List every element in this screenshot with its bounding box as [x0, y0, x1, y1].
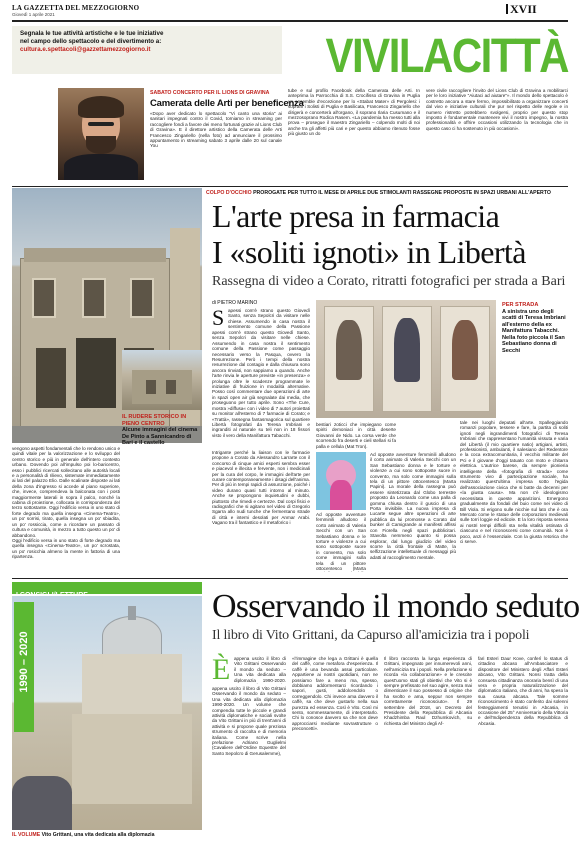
street-portrait-photo [316, 300, 496, 418]
san-sebastiano-photo [316, 452, 366, 510]
caption-storico-text: Alcune immagini del cinema De Pinto a Sannicandro di Bari e il castello [122, 427, 198, 446]
main-title-line2: I «soliti ignoti» in Libertà [212, 234, 526, 270]
main-title-line1: L'arte presa in farmacia [212, 198, 500, 234]
promo-email[interactable]: cultura.e.spettacoli@gazzettamezzogiorno.it [20, 46, 151, 53]
main-byline: di PIETRO MARINO [212, 300, 258, 306]
top-story-col1: «Dopo aver dedicato lo spettacolo "Vi canto una storia" ai sanitari impegnati contro il Covid, torniamo in streaming per raccogliere fondi a favore dei meno fortunati grazie al Lions Club di Gravina». E il direttore artistico della Camerata delle Arti Francesco Zingariello (nella foto) ad annunciare il prossimo appuntamento in streaming sabato 3 aprile dalle 20 sul canale You [150, 111, 282, 149]
second-col2: «l'immagine che lega a Grittani è quella del caffè, come metafora d'esperienza. Il caffè è una bevanda assai particolare. Appartiene ai nostri quotidiani, non ne possiamo fare a meno ma, spesso, dobbiamo addormentarci ricordando i sapori, gusti, addolcendolo o correggendolo. Chi invece ama davvero il caffè, sa che deve gustarlo nella sua purezza ed essenza. Così è Vito. Così mi sento, sommessamente, di interpretarlo. Chi lo conosce davvero sa che non deve approcciarsi mediante sovrastrutture o preconcetti». [292, 656, 378, 732]
main-col-c2-cont: Ad opposte avventure femminili alludono il corto animato di Valeria Secchi con un San Sebastiano donna e le torture e violenze a cui sono sottoposte suore in convento, ma solo come immagini sulla tela di un pittore ottocentesco (Marta [316, 512, 366, 572]
castle-photo [122, 350, 202, 410]
main-kicker-label: COLPO D'OCCHIO [206, 190, 252, 196]
caption-strada-title: PER STRADA [502, 302, 539, 308]
zingariello-photo [58, 88, 144, 180]
second-subtitle: Il libro di Vito Grittani, da Capurso all'amicizia tra i popoli [212, 628, 530, 643]
main-col-c: bestiari zoticci che impiegano come spiriti demoniaci in città deserte Giovanni de Nido. La corsa verde che scorrendo fra deserti e cieli stellari si fa palla e cellula (Mat Tron). [316, 422, 396, 449]
second-col3: Il libro racconta la lunga esperienza di Grittani, impegnato per innumerevoli anni, nell'amicizia tra i popoli. Nella prefazione si ricorda «la collaborazione» e le crescite quest'uomo stati gli obiettivi che Vito si è sempre prefissato nel suo agire, senza mai dimenticare il suo possesso di origine che ha svolto e ama, seppur non sempre correttamente riconosciuto». Il 29 settembre del 2018, un Decreto del Presidente della Repubblica di Abcasia Khadzhimba Raul Dzhumkovich, su richiesta del Ministro degli Af- [384, 656, 472, 726]
section-label-letture [12, 582, 202, 594]
second-dropcap: È [212, 653, 231, 686]
book-cover-photo [12, 596, 202, 830]
caption-volume [12, 832, 202, 838]
masthead-newspaper: LA GAZZETTA DEL MEZZOGIORNO [12, 4, 140, 12]
caption-strada-text: A sinistra uno degli scatti di Teresa Imbriani all'esterno della ex Manifattura Tabacchi. Nella foto piccola il San Sebastiano donna di Secchi [502, 308, 566, 354]
second-title: Osservando il mondo seduto [212, 588, 580, 625]
second-col4: fari Esteri Daur Kove, conferì lo status di cittadino abcaso all'Ambasciatore e dispositore del Ministero degli Affari Esteri abcaso, Vito Grittani. Nonsi tratta della consueta cittadinanza onoraria bensì di una vera e propria naturalizzazione del diplomatico italiano, che di anni, ha speso la sua causa abcasa. Tale somme riconoscimento è stato conferito dai solenni festeggiamenti tenutisi in Abcasia, in occasione del 25° Anniversario della Vittoria e dell'Indipendenza della Repubblica di Abcasia. [478, 656, 568, 726]
masthead-date: Giovedì 1 aprile 2021 [12, 12, 55, 17]
main-col-c2: Ad opposte avventure femminili alludono il corto animato di Valeria Secchi con un San Sebastiano donna e le torture e violenze a cui sono sottoposte suore in convento, ma solo come immagini sulla tela di un pittore ottocentesco (Marta Papini). La morale della rassegna può essere sintetizzata dal Globo terrestre proposto da Leonardo come una palla di gomma chiusa dentro il guscio di una Porta invisibile. La nuova impresa di Lucarte segue altre operazioni di arte pubblica da lui promosse a Corato dal bunker di Camigrande ai manifesti affissi con Fiorella negli spazi pubblicitari. Stavolta nemmeno quanto si possa esplorar, dal lungo giudizio del video scorre la città frontale di Matte, la selfizzazione intellettuale di messaggi più adatti al raccoglimento mentale. [370, 452, 456, 560]
top-story-col2: tube e sul profilo Facebook della Camerata delle Arti. In anteprima la Parrocchia di S.S. Crocifisso di Gravina in Puglia un ensemble d'eccezione per lo «Stabat Mater» di Pergolesi: i soprani i Solisti di Puglia e Basilicata, Francesco Zingariello che dirigerà e concerterà all'organo, il soprano Ilaria Cusumano e il mezzosoprano Rodica Rasem. «La pandemia ha messo tutti alla prova – prosegue il maestro Zingariello – colpendo molti di noi anche tra gli affetti più cari e per questo abbiamo ritenuto fosse più giusto un do [288, 88, 420, 137]
caption-strada [502, 302, 568, 354]
promo-box [12, 26, 282, 74]
section-title: VIVILACITTÀ [325, 28, 568, 83]
main-dropcap: S [212, 305, 225, 330]
top-story-col3: vere civile raccogliere l'invito del Lions Club di Gravina a mobilitarci per le loro iniziative "Aiutaci ad aiutare"». Il mondo dello spettacolo è costretto ancora a stare fermo, impossibilitato a organizzare concerti dal vivo e iniziative culturali che pur nel rispetto delle regole e in numero ristretto potrebbero svolgersi, proprio per questo stop imposto è fondamentale mantenere vivi il nostro impegno, la nostra professionalità e offrire occasioni utilizzando la tecnologia che in questo caso ci ha sostenuto in più occasioni». [426, 88, 568, 131]
top-story-title: Camerata delle Arti per beneficenza [150, 98, 304, 109]
promo-line1: Segnala le tue attività artistiche e le tue iniziative [20, 30, 164, 37]
main-subtitle: Rassegna di video a Corato, ritratti fotografici per strada a Bari [212, 274, 566, 289]
main-col-b: Intrigante perché la liaison con le farmacie propone a Corato da Alessandro Larrarte con il concorso di cinque amici esperti sembra esser e piacevol e illecita e fervente, non i medicinali per la cura del corpo, le immagini dell'arte per curare contemporaneamente i disagi dell'anima. Per di più in tempi rapidi di assunzione, poiché i video durano quasi tutti intorno al minuto. Anche se propongono inquietudini e dubbi, piuttosto che rimedi e certezze. Dal corpi fisici e radiografici che si agitano nel video di Gregorio Sgarra allo nudi tunche che fermentano strade di città e interni desolati per Anmar Arabi. Vagano tra il fantastico e il metaforico i [212, 450, 310, 526]
top-story-kicker: SABATO CONCERTO PER IL LIONS DI GRAVINA [150, 90, 270, 96]
main-kicker [206, 190, 551, 196]
main-kicker-text: PROROGATE PER TUTTO IL MESE DI APRILE DUE STIMOLANTI RASSEGNE PROPOSTE IN SPAZI URBANI ALL'APERTO [253, 190, 551, 196]
left-column-text: vengono aspetti fondamentali che lo rendono unico e quindi vitale per la valorizzazione e lo sviluppo del centro storico e più in generale dell'intero contesto urbano. Dovendo poi all'impulso poi lo-baricentro, esso i pubblici ricercati sollecitano alle autorità locali e a personalità di rilievo, sistemate immediatamente ai lati del palazzo Elio. Dalle scalinate disposte ai lati della zona d'ingresso si accede al piano superiore, che, invece, comprendeva la balconata con i posti maggiormente laterali in sopra il palco, nonché la cabina di proiezione, collocata in corrispondenza del terzo sottostante. Oggi l'edificio versa in uno stato di forte degrado ma quella insegna «Cinema-Teatro», un po' sorrisi, tirato, quella insegna un po' sbiadita, un po' rossiccia, come a ricordare un passato di cultura e comunità, in mezzo a tutto questo un po' di abbandono. [12, 446, 120, 538]
book-year-from: 1990 [18, 668, 30, 693]
page-number: XVII [506, 2, 537, 17]
main-col-a: apessi com'è strano questo Giovedì Santo, senza Sepolcri da visitare nelle chiese. Assumendo in casa nostra il sentimento comune della Passione [228, 308, 310, 330]
caption-storico-title: IL RUDERE STORICO IN PIENO CENTRO [122, 414, 187, 427]
caption-storico [122, 414, 202, 447]
promo-line2: nel campo dello spettacolo e del divertimento a: [20, 38, 162, 45]
second-col1: appena uscito il libro di Vito Grittani Osservando il mondo da seduto – Una vita dedicata alla diplomazia 1990-2020. [234, 656, 286, 683]
main-story-rule [12, 578, 568, 579]
left-column-text2: Oggi l'edificio versa in uno stato di forte degrado ma quella insegna «Cinema-Teatro», un po' scrostata, un po' rosicchia almeno la mente in fattoria di una ripartenza. [12, 538, 120, 560]
caption-volume-title: IL VOLUME [12, 832, 41, 838]
page-bar-icon [506, 4, 508, 14]
book-year-to: 2020 [18, 631, 30, 656]
main-col-a-cont: apessi com'è strano questo Giovedì Santo, senza Sepolcri da visitare nelle chiese. Assumendo in casa nostra il sentimento comune della Passione come passaggio necessario verso la Pasqua, ovvero la Resurrezione. Però i tempi della nostra resurrezione dal contagio e dalla chiusura sono ancora rinviati, non sappiamo a quando. Anche l'arte rinvia le aperture previste «in presenza» e prolunga oltre le scadenze programmate le iniziative di fruizione in modalità alternative. Posso così commentare due operazioni di arte in spazi open air già segnalate dai media, che proseguono per tutto aprile. Sono «The Cure, mostra »diffusa« con i video di 7 autori proiettati su monitor all'esterno di 7 farmacie di Corato; e «Trattà», rassegna fantasmagorica sul quartiere Libertà fotografati da Teresa Imbriani e ingranditi al naturale su teli non in 18 fissori visto il vero della Manifattura Tabacchi. [212, 330, 310, 438]
caption-volume-text: Vito Grittani, una vita dedicata alla diplomazia [41, 832, 155, 838]
top-story-rule [12, 186, 568, 187]
second-col1-cont: appena uscito il libro di Vito Grittani Osservando il mondo da seduto – Una vita dedicata alla diplomazia 1990-2020. Un volume che compendia tutte le piccole e grandi attività diplomatiche e sociali svolte da Vito Grittani in più di trent'anni di attività e si propone quale preziosa strumento di raccolta e di memoria italiana. Come scrive nella prefazione Adriano Guglielmi (Cavaliere dell'Ordine Equestre del Santo Sepolcro di Gerusalemme), [212, 686, 286, 756]
book-years: 1990 – 2020 [14, 602, 34, 732]
main-col-d: tale nei luoghi deputati all'arte. Spalleggiando romanzi popolare, tessere e fare, la partita di soliti ignoti negli ingrandimenti fotografici di Teresa Imbriani che rappresentano l'umanità vissuta e varia del Libertà (il mio quartiere natio) artigiani, artisti, professionisti, ambulanti, il salesiano del Redentore e la coca extracomunitaria, il vecchio militante del Pci e il giovane d'oggi tatuato con moto e chitarra elettrica. L'autrice barese, da sempre pionieria intelligente della «fotografia di strada» come strumento vivo di partecipazione sociale, ha realizzato quest'ultima impresa sotto l'egida dell'associazione civica che si batte da decenni per «la giusta causa». Ma non c'è ideologismo necessitata in queste apparizioni. Emergono gradualmente da fondali del buio come nei video di Bill Viola. Si erigono sulle nicchie sul lato che è ora Mercato come le statue delle corporazioni medievali sulle torri loggie ed edicole. E la loro risposta serena ai nostri tempi difficili sta nella vitalità ostinata di ciascuno e nel riconoscersi come comunità. Non è poco, anzi è l'essenziale. Con la giusta retorica che ci serve. [460, 420, 568, 544]
masthead-rule [12, 20, 568, 22]
